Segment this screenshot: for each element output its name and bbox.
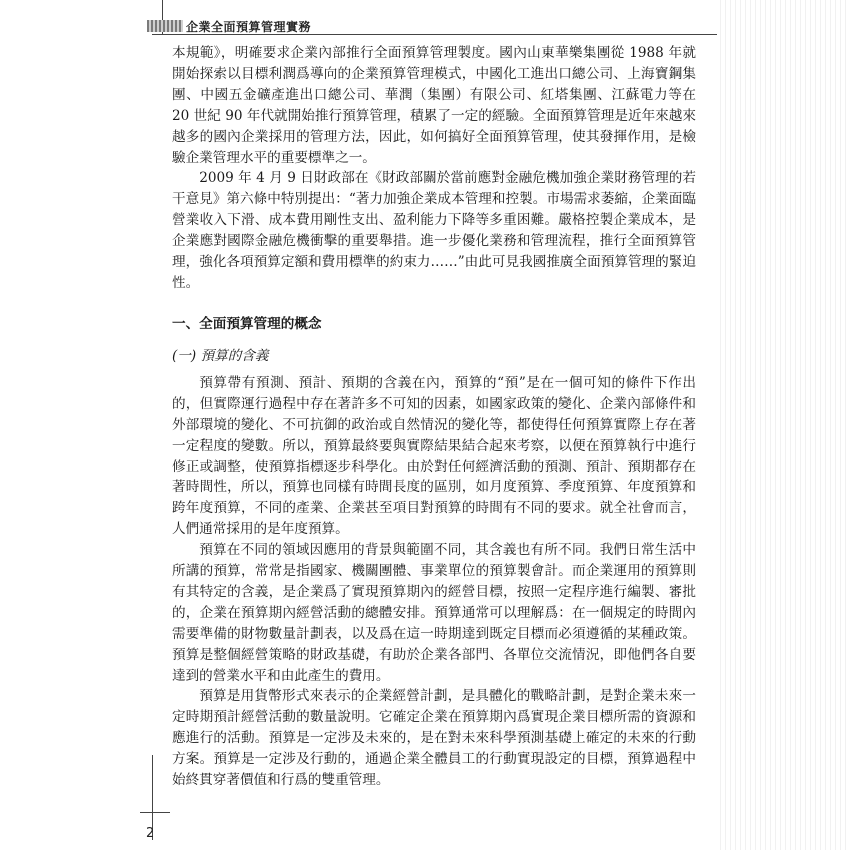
body-paragraph-1: 預算帶有預測、預計、預期的含義在內，預算的“預”是在一個可知的條件下作出的，但實際運行過程中存在著許多不可知的因素，如國家政策的變化、企業內部條件和外部環境的變化、不可抗御的政治或自然情況的變化等，都使得任何預算實際上存在著一定程度的變數。所以，預算最終要與實際結果結合起來考察，以便在預算執行中進行修正或調整，使預算指標逐步科學化。由於對任何經濟活動的預測、預計、預期都存在著時間性，所以，預算也同樣有時間長度的區別，如月度預算、季度預算、年度預算和跨年度預算，不同的產業、企業甚至項目對預算的時間有不同的要求。就全社會而言，人們通常採用的是年度預算。 bbox=[172, 374, 696, 538]
running-title: 企業全面預算管理實務 bbox=[186, 20, 312, 34]
section-heading: 一、全面預算管理的概念 bbox=[172, 315, 322, 332]
page-edge-shading bbox=[718, 0, 850, 850]
body-paragraph-2: 預算在不同的領域因應用的背景與範圍不同，其含義也有所不同。我們日常生活中所講的預算，常常是指國家、機關團體、事業單位的預算製會計。而企業運用的預算則有其特定的含義，是企業爲了實現預算期內的經營目標，按照一定程序進行編製、審批的，企業在預算期內經營活動的總體安排。預算通常可以理解爲：在一個規定的時間內需要準備的財物數量計劃表，以及爲在這一時期達到既定目標而必須遵循的某種政策。預算是整個經營策略的財政基礎，有助於企業各部門、各單位交流情況，即他們各自要達到的營業水平和由此產生的費用。 bbox=[172, 542, 696, 684]
page-number: 2 bbox=[146, 826, 155, 841]
header-decoration-bar bbox=[147, 20, 183, 32]
crop-mark-horizontal bbox=[140, 812, 170, 813]
policy-paragraph: 2009 年 4 月 9 日財政部在《財政部關於當前應對金融危機加強企業財務管理的若干意見》第六條中特別提出：“著力加強企業成本管理和控製。市場需求萎縮，企業面臨營業收入下滑、成本費用剛性支出、盈利能力下降等多重困難。嚴格控製企業成本，是企業應對國際金融危機衝擊的重要舉措。進一步優化業務和管理流程，推行全面預算管理，強化各項預算定額和費用標準的約束力……”由此可見我國推廣全面預算管理的緊迫性。 bbox=[172, 170, 696, 291]
intro-paragraph: 本規範》，明確要求企業內部推行全面預算管理製度。國內山東華樂集團從 1988 年就開始探索以目標利潤爲導向的企業預算管理模式，中國化工進出口總公司、上海寶鋼集團、中國五金礦產進出口總公司、華潤（集團）有限公司、紅塔集團、江蘇電力等在 20 世紀 90 年代就開始推行預算管理，積累了一定的經驗。全面預算管理是近年來越來越多的國內企業採用的管理方法，因此，如何搞好全面預算管理，使其發揮作用，是檢驗企業管理水平的重要標準之一。 bbox=[172, 45, 696, 166]
body-paragraph-3: 預算是用貨幣形式來表示的企業經營計劃，是具體化的戰略計劃，是對企業未來一定時期預計經營活動的數量說明。它確定企業在預算期內爲實現企業目標所需的資源和應進行的活動。預算是一定涉及未來的，是在對未來科學預測基礎上確定的未來的行動方案。預算是一定涉及行動的，通過企業全體員工的行動實現設定的目標，預算過程中始終貫穿著價值和行爲的雙重管理。 bbox=[172, 688, 696, 789]
header-rule bbox=[152, 34, 717, 35]
subsection-heading: (一) 預算的含義 bbox=[172, 347, 269, 364]
page-body bbox=[172, 43, 696, 791]
